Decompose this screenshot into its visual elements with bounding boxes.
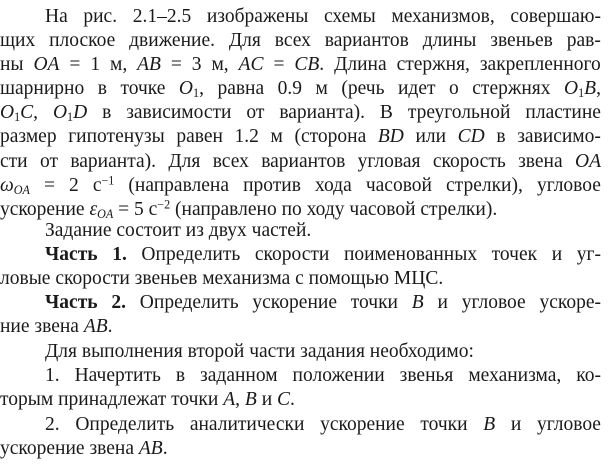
part1-line-1: Часть 1. Определить скорости поименованных точек и уг- <box>45 244 601 265</box>
intro-line-7: сти от варианта). Для всех вариантов угловая скорость звена OA <box>0 151 601 172</box>
intro-line-2: щих плоское движение. Для всех вариантов длины звеньев рав- <box>0 30 601 51</box>
intro-line-9: ускорение $\varepsilon_{OA} = 5$ $с^{-2}$ (направлено по ходу часовой стрелки). <box>0 197 498 222</box>
intro-line-8: $\omega_{OA}$ = 2 $с^{-1}$ (направлена против хода часовой стрелки), угловое <box>0 173 601 198</box>
intro-line-3: ны OA = 1 м, AB = 3 м, AC = CB. Длина стержня, закрепленного <box>0 54 601 75</box>
intro-line-5: $O_1C$, $O_1D$ в зависимости от варианта). В треугольной пластине <box>0 102 601 125</box>
part2-line-2: ние звена AB. <box>0 316 113 337</box>
part1-line-2: ловые скорости звеньев механизма с помощью МЦС. <box>0 268 444 289</box>
item1-line-1: 1. Начертить в заданном положении звенья механизма, ко- <box>45 365 601 386</box>
intro-line-6: размер гипотенузы равен 1.2 м (сторона BD или CD в зависимо- <box>0 126 601 147</box>
part2-line-1: Часть 2. Определить ускорение точки B и угловое ускоре- <box>45 292 601 313</box>
paragraph-parts: Задание состоит из двух частей. <box>45 220 312 241</box>
paragraph-second: Для выполнения второй части задания необходимо: <box>45 341 474 362</box>
intro-line-4: шарнирно в точке $O_1$, равна 0.9 м (речь идет о стержнях $O_1B$, <box>0 78 601 101</box>
item1-line-2: торым принадлежат точки A, B и C. <box>0 389 295 410</box>
intro-line-1: На рис. 2.1–2.5 изображены схемы механизмов, совершаю- <box>45 6 601 27</box>
item2-line-1: 2. Определить аналитически ускорение точки B и угловое <box>45 414 601 435</box>
item2-line-2: ускорение звена AB. <box>0 438 168 459</box>
